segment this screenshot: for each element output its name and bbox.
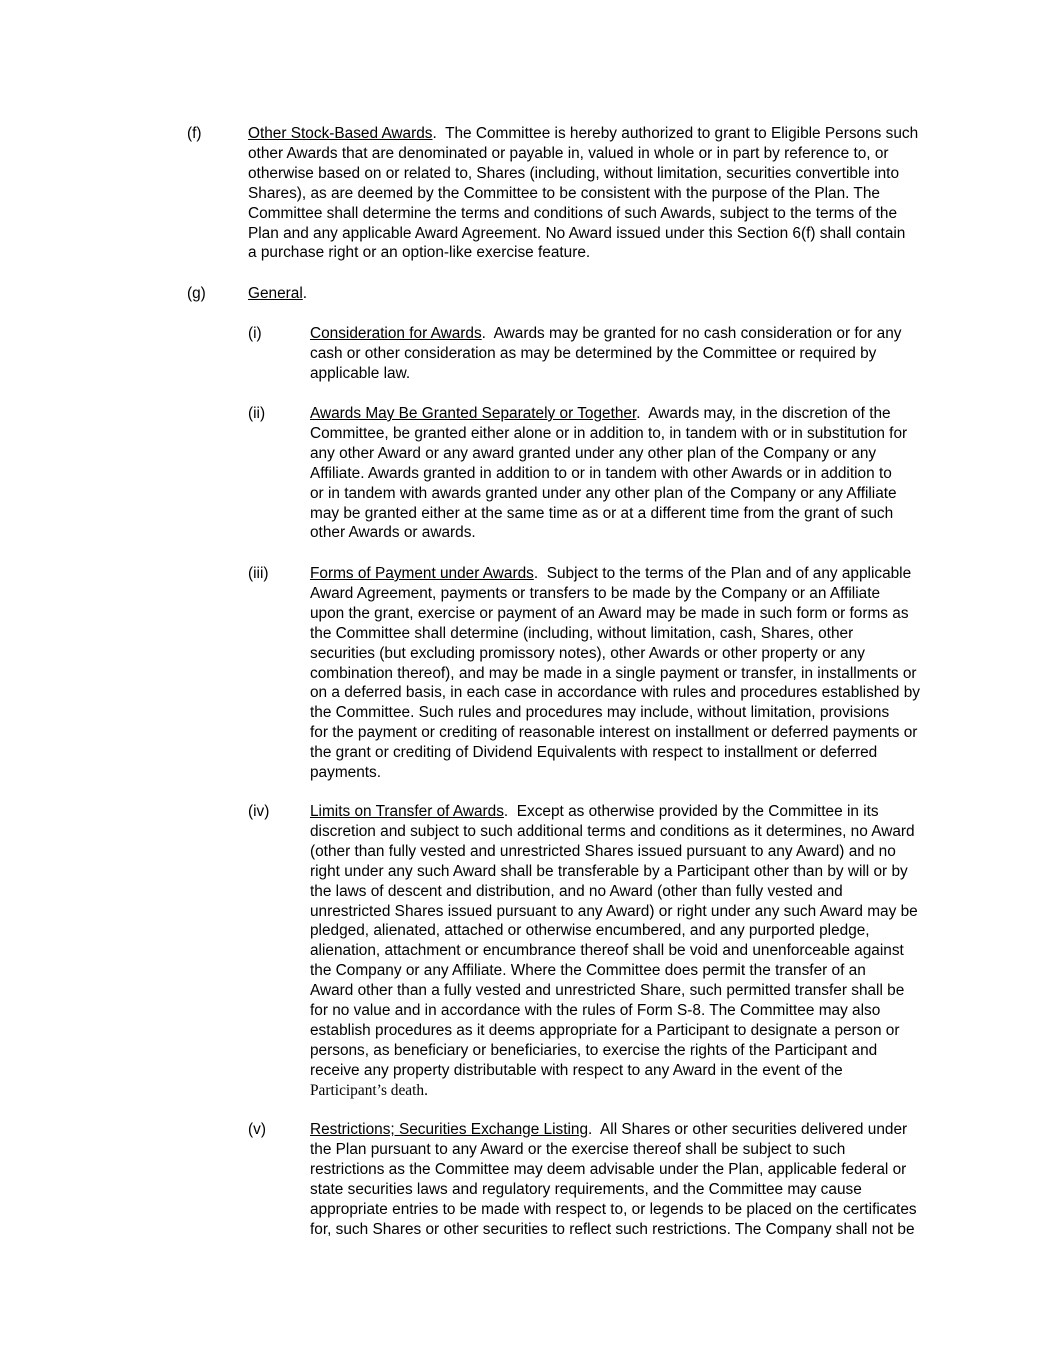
text-line: pledged, alienated, attached or otherwise encumbered, and any purported pledge, <box>310 922 870 940</box>
text-line: a purchase right or an option-like exercise feature. <box>248 244 591 262</box>
section-first-line <box>248 284 938 304</box>
text-line: restrictions as the Committee may deem advisable under the Plan, applicable federal or <box>310 1160 907 1178</box>
heading-suffix: . <box>533 565 539 582</box>
subsection-first-line <box>310 404 940 424</box>
section-heading: General <box>248 285 303 302</box>
heading-suffix: . <box>636 405 641 422</box>
text-line: establish procedures as it deems appropriate for a Participant to designate a person or <box>310 1021 900 1039</box>
text-line: Participant’s death. <box>310 1081 428 1099</box>
text-line: may be granted either at the same time as or at a different time from the grant of such <box>310 504 894 522</box>
subsection-label: (v) <box>248 1121 266 1138</box>
subsection-first-line <box>310 324 940 344</box>
heading-suffix: . <box>432 125 437 142</box>
text-line: the Company or any Affiliate. Where the Committee does permit the transfer of an <box>310 962 866 980</box>
subsection-label: (i) <box>248 325 262 342</box>
heading-suffix: . <box>588 1121 593 1138</box>
subsection-heading: Consideration for Awards <box>310 325 482 342</box>
text-line: (other than fully vested and unrestricted Shares issued pursuant to any Award) and no <box>310 842 896 860</box>
text-line: cash or other consideration as may be determined by the Committee or required by <box>310 344 877 362</box>
section-heading: Other Stock-Based Awards <box>248 125 433 142</box>
text-line: or in tandem with awards granted under any other plan of the Company or any Affiliate <box>310 484 897 502</box>
text-line: the Committee shall determine (including, without limitation, cash, Shares, other <box>310 624 854 642</box>
text-line: Affiliate. Awards granted in addition to or in tandem with other Awards or in addition to <box>310 464 892 482</box>
subsection-label: (iii) <box>248 565 269 582</box>
text-line: payments. <box>310 764 382 782</box>
text-line: on a deferred basis, in each case in accordance with rules and procedures established by <box>310 684 921 702</box>
text-line: persons, as beneficiary or beneficiaries, to exercise the rights of the Participant and <box>310 1041 878 1059</box>
subsection-body <box>310 564 940 783</box>
subsection-heading: Awards May Be Granted Separately or Together <box>310 405 637 422</box>
text-line: for, such Shares or other securities to reflect such restrictions. The Company shall not be <box>310 1220 915 1238</box>
section-label: (f) <box>187 125 202 142</box>
text-line: Committee shall determine the terms and conditions of such Awards, subject to the terms of the <box>248 204 898 222</box>
subsection-body <box>310 404 940 543</box>
section-label: (g) <box>187 285 206 302</box>
text-line: the grant or crediting of Dividend Equivalents with respect to installment or deferred <box>310 744 878 762</box>
text-line: Except as otherwise provided by the Committee in its <box>516 803 879 820</box>
subsection-label: (iv) <box>248 803 270 820</box>
subsection-heading: Forms of Payment under Awards <box>310 565 534 582</box>
text-line: state securities laws and regulatory requirements, and the Committee may cause <box>310 1180 862 1198</box>
text-line: Committee, be granted either alone or in addition to, in tandem with or in substitution for <box>310 424 908 442</box>
text-line: applicable law. <box>310 364 411 382</box>
text-line: Award other than a fully vested and unrestricted Share, such permitted transfer shall be <box>310 982 905 1000</box>
heading-suffix: . <box>481 325 486 342</box>
text-line: unrestricted Shares issued pursuant to any Award) or right under any such Award may be <box>310 902 918 920</box>
text-line: alienation, attachment or encumbrance thereof shall be void and unenforceable against <box>310 942 904 960</box>
subsection-heading: Restrictions; Securities Exchange Listing <box>310 1121 589 1138</box>
text-line: Plan and any applicable Award Agreement. No Award issued under this Section 6(f) shall contain <box>248 224 906 242</box>
text-line: Awards may be granted for no cash consideration or for any <box>493 325 902 342</box>
text-line: Subject to the terms of the Plan and of any applicable <box>546 565 912 582</box>
text-line: combination thereof), and may be made in a single payment or transfer, in installments or <box>310 664 917 682</box>
section-body <box>248 124 938 263</box>
subsection-first-line <box>310 802 940 822</box>
text-line: All Shares or other securities delivered under <box>600 1121 908 1138</box>
heading-suffix: . <box>503 803 509 820</box>
text-line: Shares), as are deemed by the Committee to be consistent with the purpose of the Plan. The <box>248 184 880 202</box>
text-line: The Committee is hereby authorized to grant to Eligible Persons such <box>445 125 919 142</box>
text-line: securities (but excluding promissory notes), other Awards or other property or any <box>310 644 865 662</box>
text-line: the Committee. Such rules and procedures may include, without limitation, provisions <box>310 704 890 722</box>
text-line: receive any property distributable with respect to any Award in the event of the <box>310 1061 843 1079</box>
subsection-body <box>310 324 940 384</box>
subsection-heading: Limits on Transfer of Awards <box>310 803 504 820</box>
text-line: any other Award or any award granted under any other plan of the Company or any <box>310 444 877 462</box>
text-line: Awards may, in the discretion of the <box>648 405 891 422</box>
text-line: the laws of descent and distribution, and no Award (other than fully vested and <box>310 882 843 900</box>
text-line: other Awards that are denominated or payable in, valued in whole or in part by reference to, or <box>248 144 889 162</box>
subsection-label: (ii) <box>248 405 266 422</box>
subsection-first-line <box>310 564 940 584</box>
subsection-body <box>310 802 940 1101</box>
heading-suffix: . <box>302 285 308 302</box>
subsection-body <box>310 1120 940 1239</box>
text-line: Award Agreement, payments or transfers to be made by the Company or an Affiliate <box>310 584 881 602</box>
text-line: right under any such Award shall be transferable by a Participant other than by will or by <box>310 862 908 880</box>
text-line: upon the grant, exercise or payment of an Award may be made in such form or forms as <box>310 604 909 622</box>
text-line: appropriate entries to be made with respect to, or legends to be placed on the certificates <box>310 1200 917 1218</box>
text-line: the Plan pursuant to any Award or the exercise thereof shall be subject to such <box>310 1140 846 1158</box>
text-line: for the payment or crediting of reasonable interest on installment or deferred payments or <box>310 724 918 742</box>
section-first-line <box>248 124 938 144</box>
text-line: for no value and in accordance with the rules of Form S-8. The Committee may also <box>310 1002 881 1020</box>
section-body <box>248 284 938 304</box>
text-line: other Awards or awards. <box>310 524 476 542</box>
text-line: discretion and subject to such additional terms and conditions as it determines, no Award <box>310 822 915 840</box>
text-line: otherwise based on or related to, Shares (including, without limitation, securities convertible into <box>248 164 900 182</box>
subsection-first-line <box>310 1120 940 1140</box>
